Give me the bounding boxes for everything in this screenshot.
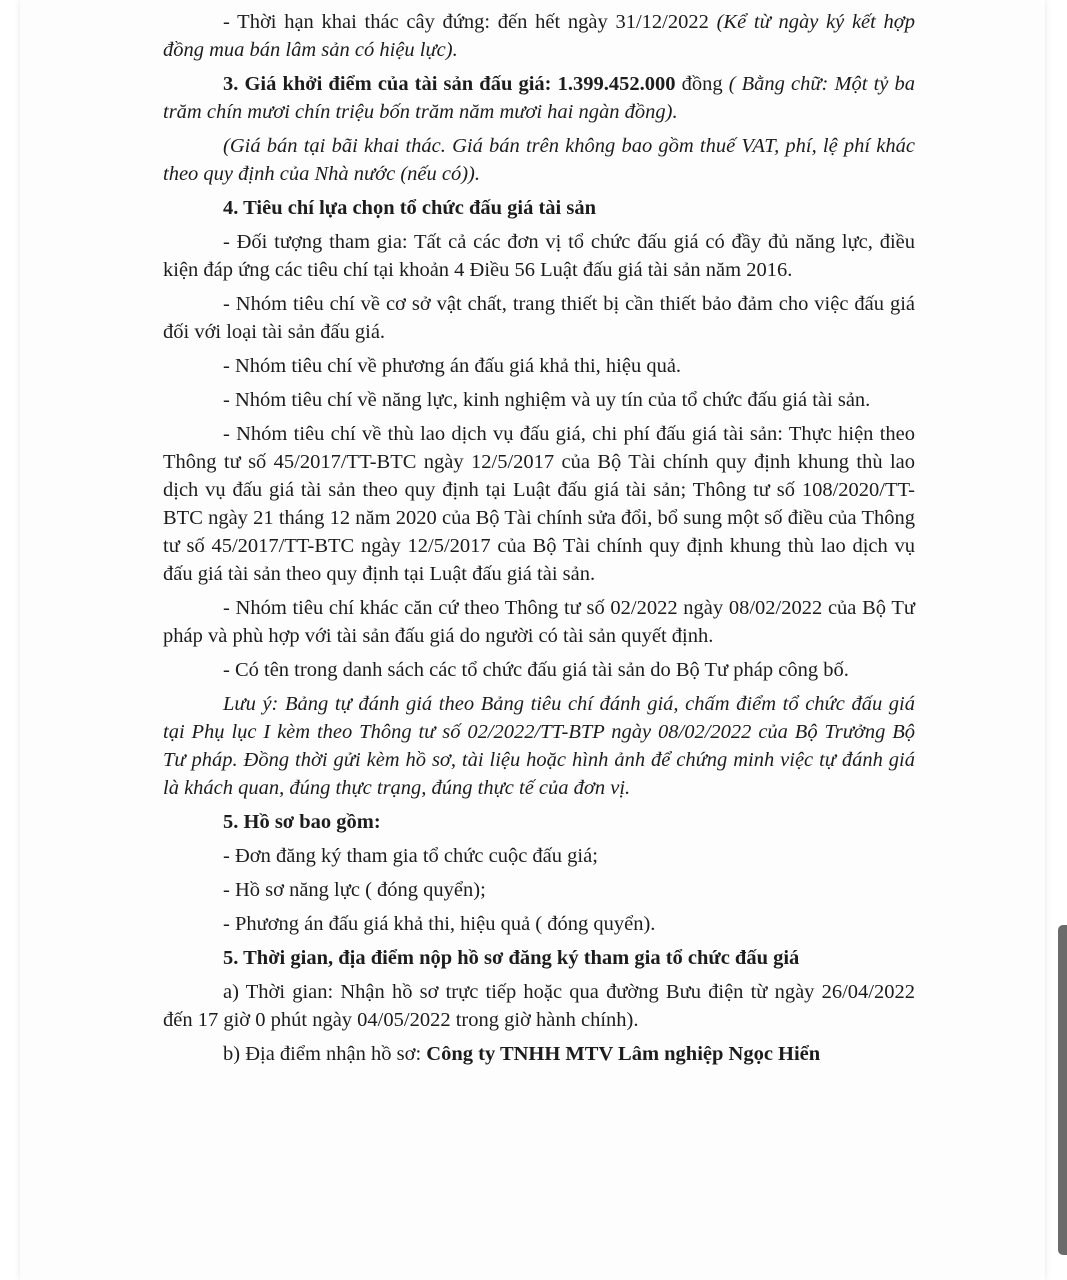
paragraph-participants: - Đối tượng tham gia: Tất cả các đơn vị tổ chức đấu giá có đầy đủ năng lực, điều kiện đáp ứng các tiêu chí tại khoản 4 Điều 56 Luật đấu giá tài sản năm 2016. [163, 231, 915, 281]
text: - Thời hạn khai thác cây đứng: đến hết ngày 31/12/2022 [223, 11, 717, 33]
section-4-title: 4. Tiêu chí lựa chọn tổ chức đấu giá tài sản [223, 197, 596, 219]
list-item-auction-plan: - Phương án đấu giá khả thi, hiệu quả ( đóng quyển). [223, 913, 656, 935]
paragraph-harvest-deadline [163, 8, 915, 64]
text-italic: ( Bằng chữ: Một tỷ ba trăm chín mươi chín triệu bốn trăm năm mươi hai ngàn đồng). [163, 73, 915, 123]
text: b) Địa điểm nhận hồ sơ: [223, 1043, 427, 1065]
document-page [20, 0, 1045, 1280]
paragraph-location [163, 1040, 915, 1068]
company-name: Công ty TNHH MTV Lâm nghiệp Ngọc Hiển [426, 1043, 821, 1065]
section-heading: 3. Giá khởi điểm của tài sản đấu giá: 1.399.452.000 [223, 73, 676, 95]
section-6-title: 5. Thời gian, địa điểm nộp hồ sơ đăng ký tham gia tổ chức đấu giá [223, 947, 800, 969]
paragraph-facilities: - Nhóm tiêu chí về cơ sở vật chất, trang thiết bị cần thiết bảo đảm cho việc đấu giá đối với loại tài sản đấu giá. [163, 293, 915, 343]
paragraph-fees: - Nhóm tiêu chí về thù lao dịch vụ đấu giá, chi phí đấu giá tài sản: Thực hiện theo Thông tư số 45/2017/TT-BTC ngày 12/5/2017 của Bộ Tài chính quy định khung thù lao dịch vụ đấu giá tài sản theo quy định tại Luật đấu giá tài sản; Thông tư số 108/2020/TT-BTC ngày 21 tháng 12 năm 2020 của Bộ Tài chính sửa đổi, bổ sung một số điều của Thông tư số 45/2017/TT-BTC ngày 12/5/2017 của Bộ Tài chính quy định khung thù lao dịch vụ đấu giá tài sản theo quy định tại Luật đấu giá tài sản. [163, 423, 915, 585]
list-item-registration: - Đơn đăng ký tham gia tổ chức cuộc đấu giá; [223, 845, 598, 867]
text: đồng [675, 73, 729, 95]
paragraph-other-criteria: - Nhóm tiêu chí khác căn cứ theo Thông tư số 02/2022 ngày 08/02/2022 của Bộ Tư pháp và phù hợp với tài sản đấu giá do người có tài sản quyết định. [163, 597, 915, 647]
document-body [163, 8, 915, 1074]
section-3-starting-price [163, 70, 915, 126]
paragraph-plan: - Nhóm tiêu chí về phương án đấu giá khả thi, hiệu quả. [223, 355, 682, 377]
section-5-title: 5. Hồ sơ bao gồm: [223, 811, 381, 833]
scrollbar-thumb[interactable] [1058, 925, 1067, 1255]
paragraph-experience: - Nhóm tiêu chí về năng lực, kinh nghiệm và uy tín của tổ chức đấu giá tài sản. [223, 389, 871, 411]
list-item-capacity: - Hồ sơ năng lực ( đóng quyển); [223, 879, 486, 901]
paragraph-price-note: (Giá bán tại bãi khai thác. Giá bán trên không bao gồm thuế VAT, phí, lệ phí khác theo quy định của Nhà nước (nếu có)). [163, 135, 915, 185]
text-italic: (Kể từ ngày ký kết hợp đồng mua bán lâm sản có hiệu lực). [163, 11, 915, 61]
paragraph-time: a) Thời gian: Nhận hồ sơ trực tiếp hoặc qua đường Bưu điện từ ngày 26/04/2022 đến 17 giờ 0 phút ngày 04/05/2022 trong giờ hành chính). [163, 981, 915, 1031]
paragraph-registry: - Có tên trong danh sách các tổ chức đấu giá tài sản do Bộ Tư pháp công bố. [223, 659, 849, 681]
paragraph-note: Lưu ý: Bảng tự đánh giá theo Bảng tiêu chí đánh giá, chấm điểm tổ chức đấu giá tại Phụ lục I kèm theo Thông tư số 02/2022/TT-BTP ngày 08/02/2022 của Bộ Trưởng Bộ Tư pháp. Đồng thời gửi kèm hồ sơ, tài liệu hoặc hình ảnh để chứng minh việc tự đánh giá là khách quan, đúng thực trạng, đúng thực tế của đơn vị. [163, 693, 915, 799]
